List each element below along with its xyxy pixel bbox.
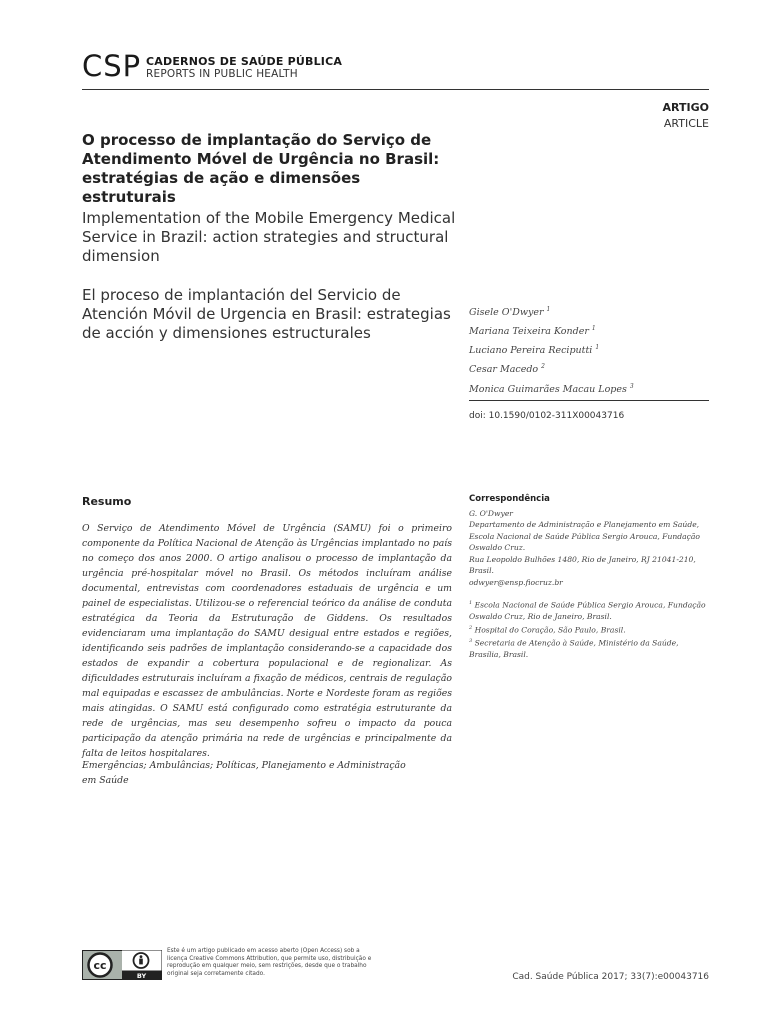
keywords: Emergências; Ambulâncias; Políticas, Planejamento e Administração em Saúde <box>82 760 406 786</box>
affiliation: $^2$ Hospital do Coração, São Paulo, Brasil. <box>469 624 626 635</box>
author: Gisele O'Dwyer $^1$ <box>469 306 551 319</box>
title-spanish: El proceso de implantación del Servicio de Atención Móvil de Urgencia en Brasil: estrategias de acción y dimensiones estructurales <box>82 286 451 342</box>
title-portuguese: O processo de implantação do Serviço de Atendimento Móvel de Urgência no Brasil: estratégias de ação e dimensões estruturais <box>82 131 440 206</box>
doi-rule <box>469 400 709 401</box>
title-english: Implementation of the Mobile Emergency Medical Service in Brazil: action strategies and structural dimension <box>82 209 456 265</box>
cc-by-badge <box>82 950 162 980</box>
journal-logo: CSP <box>82 49 142 83</box>
correspondence-line: Brasil. <box>469 566 494 575</box>
correspondence-line: Oswaldo Cruz. <box>469 543 526 552</box>
author-list <box>469 302 709 398</box>
article-type-en: ARTICLE <box>663 117 709 130</box>
journal-name-en: REPORTS IN PUBLIC HEALTH <box>146 68 298 80</box>
header-rule <box>82 89 709 90</box>
correspondence-line: Escola Nacional de Saúde Pública Sergio Arouca, Fundação <box>469 531 700 541</box>
cc-by-icon <box>82 950 162 980</box>
journal-citation: Cad. Saúde Pública 2017; 33(7):e00043716 <box>512 972 709 982</box>
article-type <box>663 100 709 132</box>
doi-link[interactable]: doi: 10.1590/0102-311X00043716 <box>469 411 625 421</box>
article-type-pt: ARTIGO <box>662 101 709 114</box>
correspondence-block <box>469 494 709 660</box>
correspondence-heading: Correspondência <box>469 494 550 504</box>
correspondence-line: Rua Leopoldo Bulhões 1480, Rio de Janeiro, RJ 21041-210, <box>469 554 696 564</box>
correspondence-line: Departamento de Administração e Planejamento em Saúde, <box>469 520 700 529</box>
abstract-heading: Resumo <box>82 495 132 508</box>
by-label: BY <box>136 972 147 980</box>
author: Monica Guimarães Macau Lopes $^3$ <box>469 382 634 395</box>
affiliation: $^3$ Secretaria de Atenção à Saúde, Ministério da Saúde, Brasília, Brasil. <box>469 637 679 659</box>
journal-name <box>146 55 342 81</box>
license-text: Este é um artigo publicado em acesso aberto (Open Access) sob a licença Creative Commons Attribution, que permite uso, distribuição e reprodução em qualquer meio, sem restrições, desde que o trabalho original seja corretamente citado. <box>167 948 372 977</box>
author: Mariana Teixeira Konder $^1$ <box>469 325 596 338</box>
correspondence-email[interactable]: odwyer@ensp.fiocruz.br <box>469 577 563 587</box>
author: Luciano Pereira Reciputti $^1$ <box>469 344 600 357</box>
journal-name-pt: CADERNOS DE SAÚDE PÚBLICA <box>146 55 343 68</box>
correspondence-name: G. O'Dwyer <box>469 508 513 518</box>
abstract-text: O Serviço de Atendimento Móvel de Urgência (SAMU) foi o primeiro componente da Política Nacional de Atenção às Urgências implantado no país no começo dos anos 2000. O artigo analisou o processo de implantação da urgência pré-hospitalar móvel no Brasil. Os métodos incluíram análise documental, entrevistas com coordenadores estaduais de urgência e um painel de especialistas. Utilizou-se o referencial teórico da análise de conduta estratégica da Teoria da Estruturação de Giddens. Os resultados evidenciaram uma implantação do SAMU desigual entre estados e regiões, identificando seis padrões de implantação considerando-se a capacidade dos estados de expandir a cobertura populacional e de regionalizar. As dificuldades estruturais incluíram a fixação de médicos, centrais de regulação mal equipadas e escassez de ambulâncias. Norte e Nordeste foram as regiões mais atingidas. O SAMU está configurado como estratégia estruturante da rede de urgências, mas seu desempenho sofreu o impacto da pouca participação da atenção primária na rede de urgências e principalmente da falta de leitos hospitalares. <box>82 523 452 759</box>
author: Cesar Macedo $^2$ <box>469 363 545 376</box>
cc-label: cc <box>93 959 107 972</box>
affiliation: $^1$ Escola Nacional de Saúde Pública Sergio Arouca, Fundação Oswaldo Cruz, Rio de Janeiro, Brasil. <box>469 600 706 622</box>
